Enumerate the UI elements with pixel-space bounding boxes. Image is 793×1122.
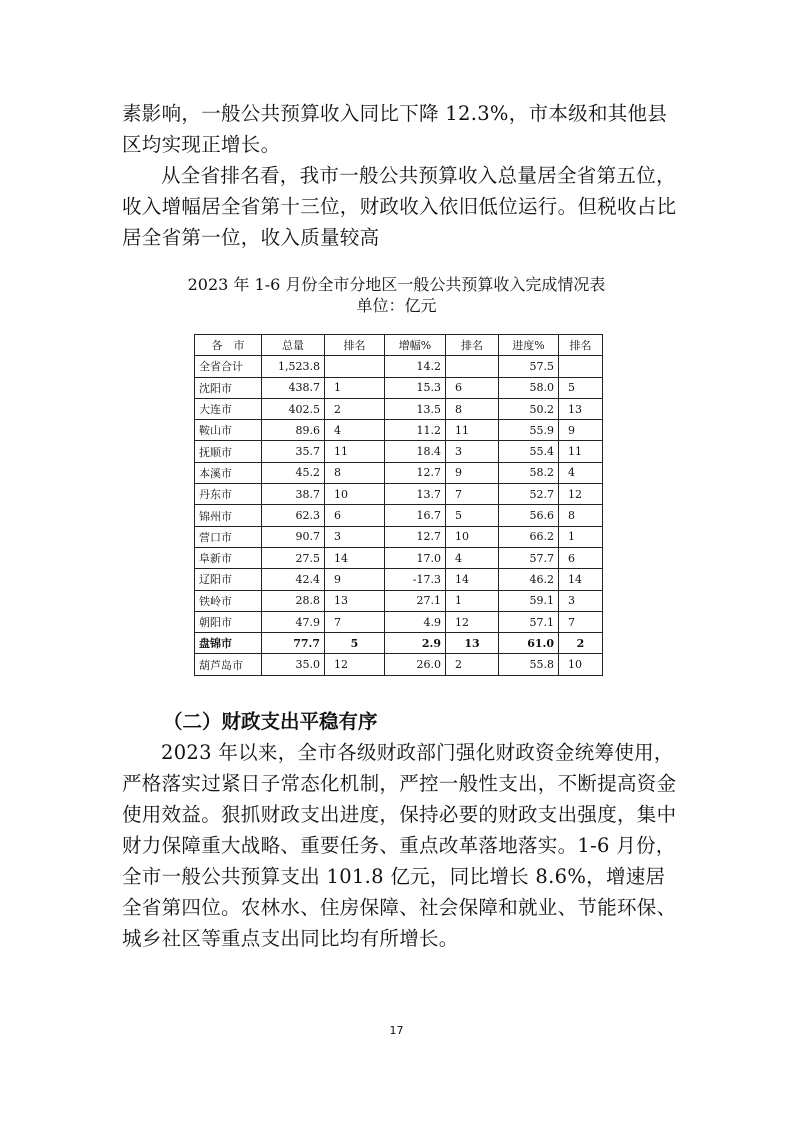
table-cell: 57.1 — [499, 611, 559, 632]
table-cell: 59.1 — [499, 590, 559, 611]
table-cell: 27.5 — [262, 547, 325, 568]
table-cell: 14 — [325, 547, 385, 568]
table-body — [195, 356, 603, 675]
table-cell: 52.7 — [499, 484, 559, 505]
table-cell: 90.7 — [262, 526, 325, 547]
table-cell: 58.0 — [499, 377, 559, 398]
table-cell: 9 — [446, 462, 499, 483]
table-cell: 3 — [446, 441, 499, 462]
table-row — [195, 356, 603, 377]
table-row — [195, 526, 603, 547]
table-cell: 12 — [325, 654, 385, 675]
table-row — [195, 654, 603, 675]
table-header-cell: 进度% — [499, 335, 559, 356]
table-cell: 1 — [446, 590, 499, 611]
table-cell: 大连市 — [195, 398, 262, 419]
table-cell: 16.7 — [385, 505, 446, 526]
table-row — [195, 547, 603, 568]
table-cell: 9 — [325, 569, 385, 590]
table-cell: 8 — [325, 462, 385, 483]
table-cell: 2 — [559, 633, 603, 654]
table-cell: 42.4 — [262, 569, 325, 590]
table-cell: 57.5 — [499, 356, 559, 377]
table-header-cell: 排名 — [559, 335, 603, 356]
table-cell: 6 — [559, 547, 603, 568]
table-unit: 单位：亿元 — [356, 296, 437, 315]
table-header-cell: 总量 — [262, 335, 325, 356]
table-cell: 8 — [446, 398, 499, 419]
table-cell — [559, 356, 603, 377]
table-cell: 13 — [325, 590, 385, 611]
table-cell: 17.0 — [385, 547, 446, 568]
revenue-table — [194, 334, 603, 676]
table-cell: 66.2 — [499, 526, 559, 547]
table-cell: 12.7 — [385, 526, 446, 547]
table-cell: 15.3 — [385, 377, 446, 398]
table-cell: 11 — [559, 441, 603, 462]
table-cell: 13 — [559, 398, 603, 419]
table-cell: 本溪市 — [195, 462, 262, 483]
table-cell: 朝阳市 — [195, 611, 262, 632]
table-cell: 1 — [325, 377, 385, 398]
table-row — [195, 590, 603, 611]
table-cell: 18.4 — [385, 441, 446, 462]
table-row — [195, 569, 603, 590]
table-cell: 13 — [446, 633, 499, 654]
table-header-row — [195, 335, 603, 356]
table-cell: 6 — [325, 505, 385, 526]
paragraph-revenue-decline: 素影响，一般公共预算收入同比下降 12.3%，市本级和其他县区均实现正增长。 — [122, 102, 668, 156]
table-cell: 55.8 — [499, 654, 559, 675]
table-row — [195, 462, 603, 483]
table-cell: 7 — [559, 611, 603, 632]
table-cell: 辽阳市 — [195, 569, 262, 590]
table-cell: 9 — [559, 420, 603, 441]
table-cell: 抚顺市 — [195, 441, 262, 462]
table-cell: 7 — [446, 484, 499, 505]
table-cell: 11 — [446, 420, 499, 441]
table-cell: 13.5 — [385, 398, 446, 419]
table-cell: 2 — [325, 398, 385, 419]
table-cell: 10 — [559, 654, 603, 675]
table-row — [195, 484, 603, 505]
table-cell: 11 — [325, 441, 385, 462]
table-cell: 56.6 — [499, 505, 559, 526]
table-cell: 14 — [446, 569, 499, 590]
table-cell: 26.0 — [385, 654, 446, 675]
table-cell: 1,523.8 — [262, 356, 325, 377]
table-cell: 46.2 — [499, 569, 559, 590]
table-cell: 38.7 — [262, 484, 325, 505]
table-cell: 丹东市 — [195, 484, 262, 505]
table-header-cell: 增幅% — [385, 335, 446, 356]
table-cell: 4.9 — [385, 611, 446, 632]
table-cell: 89.6 — [262, 420, 325, 441]
table-cell: 11.2 — [385, 420, 446, 441]
table-cell: 35.0 — [262, 654, 325, 675]
table-cell: 铁岭市 — [195, 590, 262, 611]
table-cell: 3 — [559, 590, 603, 611]
table-cell: 28.8 — [262, 590, 325, 611]
table-cell: 77.7 — [262, 633, 325, 654]
table-header-cell: 排名 — [325, 335, 385, 356]
table-cell: 7 — [325, 611, 385, 632]
table-cell: 营口市 — [195, 526, 262, 547]
table-row — [195, 505, 603, 526]
table-cell: 35.7 — [262, 441, 325, 462]
table-cell: 12 — [446, 611, 499, 632]
table-cell: 13.7 — [385, 484, 446, 505]
table-cell: 4 — [559, 462, 603, 483]
table-cell: 2 — [446, 654, 499, 675]
table-cell: 58.2 — [499, 462, 559, 483]
table-cell: 14.2 — [385, 356, 446, 377]
table-cell: 10 — [325, 484, 385, 505]
table-cell: 50.2 — [499, 398, 559, 419]
table-cell: 14 — [559, 569, 603, 590]
table-cell: 55.9 — [499, 420, 559, 441]
table-cell — [446, 356, 499, 377]
table-cell — [325, 356, 385, 377]
table-cell: 12.7 — [385, 462, 446, 483]
table-cell: 锦州市 — [195, 505, 262, 526]
page-number: 17 — [389, 1024, 404, 1037]
table-cell: 12 — [559, 484, 603, 505]
table-cell: 葫芦岛市 — [195, 654, 262, 675]
table-cell: 4 — [325, 420, 385, 441]
table-cell: 2.9 — [385, 633, 446, 654]
table-cell: 全省合计 — [195, 356, 262, 377]
table-cell: 5 — [446, 505, 499, 526]
table-cell: 402.5 — [262, 398, 325, 419]
table-cell: 3 — [325, 526, 385, 547]
table-row — [195, 633, 603, 654]
table-cell: 8 — [559, 505, 603, 526]
table-cell: 57.7 — [499, 547, 559, 568]
paragraph-provincial-ranking: 从全省排名看，我市一般公共预算收入总量居全省第五位，收入增幅居全省第十三位，财政收入依旧低位运行。但税收占比居全省第一位，收入质量较高 — [122, 164, 677, 249]
table-cell: 45.2 — [262, 462, 325, 483]
table-row — [195, 441, 603, 462]
table-cell: 5 — [559, 377, 603, 398]
table-cell: 61.0 — [499, 633, 559, 654]
table-cell: 438.7 — [262, 377, 325, 398]
table-cell: 阜新市 — [195, 547, 262, 568]
table-cell: 盘锦市 — [195, 633, 262, 654]
table-row — [195, 420, 603, 441]
table-cell: 4 — [446, 547, 499, 568]
table-row — [195, 377, 603, 398]
table-row — [195, 398, 603, 419]
table-cell: 鞍山市 — [195, 420, 262, 441]
table-header-cell: 排名 — [446, 335, 499, 356]
table-row — [195, 611, 603, 632]
table-cell: -17.3 — [385, 569, 446, 590]
table-cell: 10 — [446, 526, 499, 547]
table-cell: 55.4 — [499, 441, 559, 462]
table-cell: 47.9 — [262, 611, 325, 632]
table-cell: 27.1 — [385, 590, 446, 611]
table-cell: 6 — [446, 377, 499, 398]
table-title: 2023 年 1-6 月份全市分地区一般公共预算收入完成情况表 — [187, 275, 606, 294]
table-cell: 62.3 — [262, 505, 325, 526]
table-cell: 1 — [559, 526, 603, 547]
table-header-cell: 各 市 — [195, 335, 262, 356]
paragraph-expenditure: 2023 年以来，全市各级财政部门强化财政资金统筹使用，严格落实过紧日子常态化机制，严控一般性支出，不断提高资金使用效益。狠抓财政支出进度，保持必要的财政支出强度，集中财力保障重大战略、重要任务、重点改革落地落实。1-6 月份，全市一般公共预算支出 101.8 亿元，同比增长 8.6%，增速居全省第四位。农林水、住房保障、社会保障和就业、节能环保、城乡社区等重点支出同比均有所增长。 — [122, 741, 677, 950]
section-heading: （二）财政支出平稳有序 — [163, 710, 378, 733]
table-cell: 沈阳市 — [195, 377, 262, 398]
table-cell: 5 — [325, 633, 385, 654]
